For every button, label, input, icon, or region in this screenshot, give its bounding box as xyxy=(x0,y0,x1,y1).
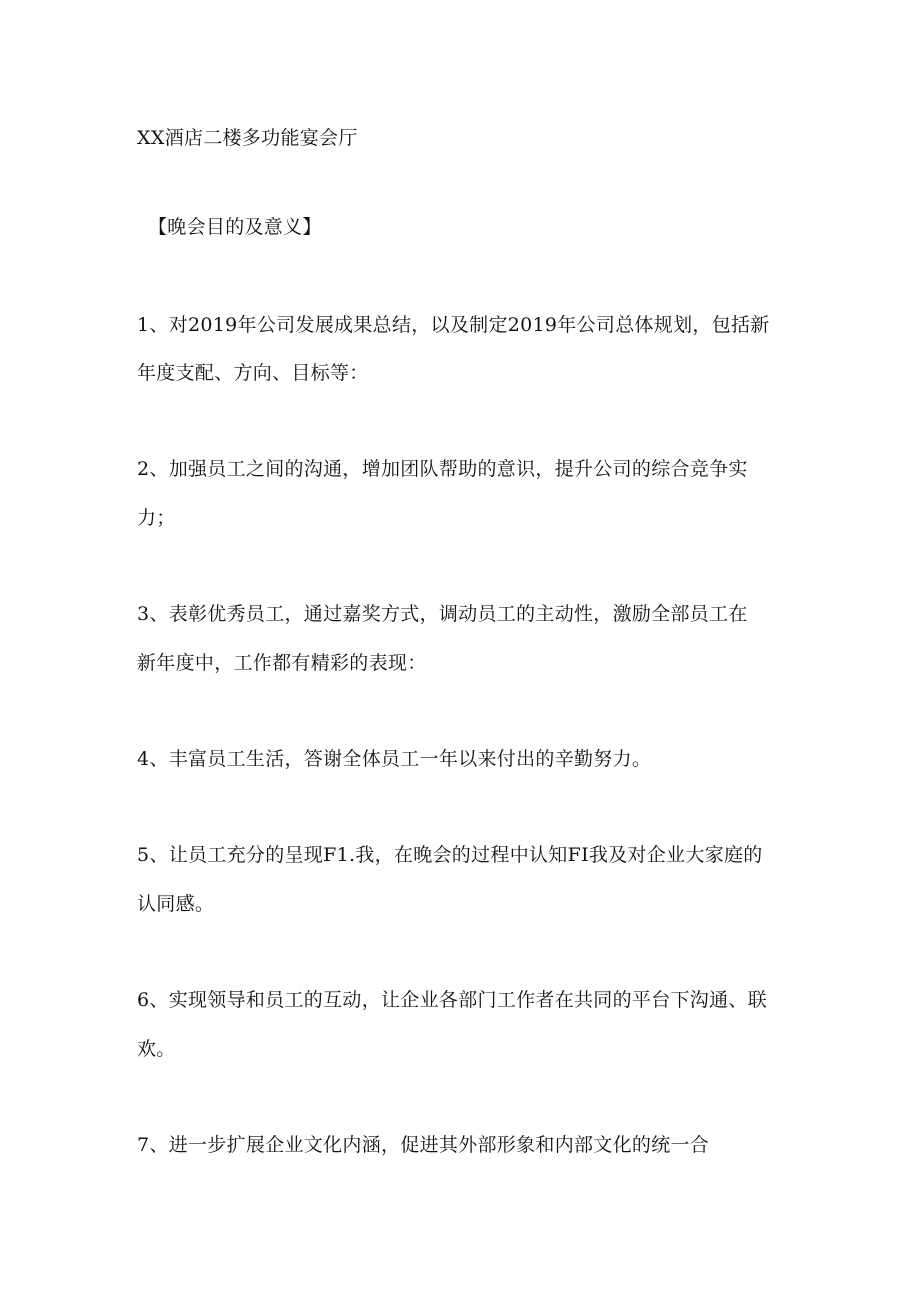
venue-line: XX酒店二楼多功能宴会厅 xyxy=(137,127,358,149)
section-title: 【晚会目的及意义】 xyxy=(148,216,322,238)
list-item-2-line-2: 力； xyxy=(137,507,176,529)
list-item-1-line-1: 1、对2019年公司发展成果总结，以及制定2019年公司总体规划，包括新 xyxy=(137,314,770,336)
list-item-5-line-2: 认同感。 xyxy=(137,893,215,915)
list-item-4-line-1: 4、丰富员工生活，答谢全体员工一年以来付出的辛勤努力。 xyxy=(137,748,652,770)
list-item-5-line-1: 5、让员工充分的呈现F1.我，在晚会的过程中认知FI我及对企业大家庭的 xyxy=(137,844,763,866)
list-item-7-line-1: 7、进一步扩展企业文化内涵，促进其外部形象和内部文化的统一合 xyxy=(137,1134,710,1156)
list-item-3-line-2: 新年度中，工作都有精彩的表现： xyxy=(137,652,427,674)
list-item-6-line-2: 欢。 xyxy=(137,1038,176,1060)
list-item-1-line-2: 年度支配、方向、目标等： xyxy=(137,362,369,384)
list-item-3-line-1: 3、表彰优秀员工，通过嘉奖方式，调动员工的主动性，激励全部员工在 xyxy=(137,603,748,625)
list-item-6-line-1: 6、实现领导和员工的互动，让企业各部门工作者在共同的平台下沟通、联 xyxy=(137,989,767,1011)
list-item-2-line-1: 2、加强员工之间的沟通，增加团队帮助的意识，提升公司的综合竞争实 xyxy=(137,458,748,480)
